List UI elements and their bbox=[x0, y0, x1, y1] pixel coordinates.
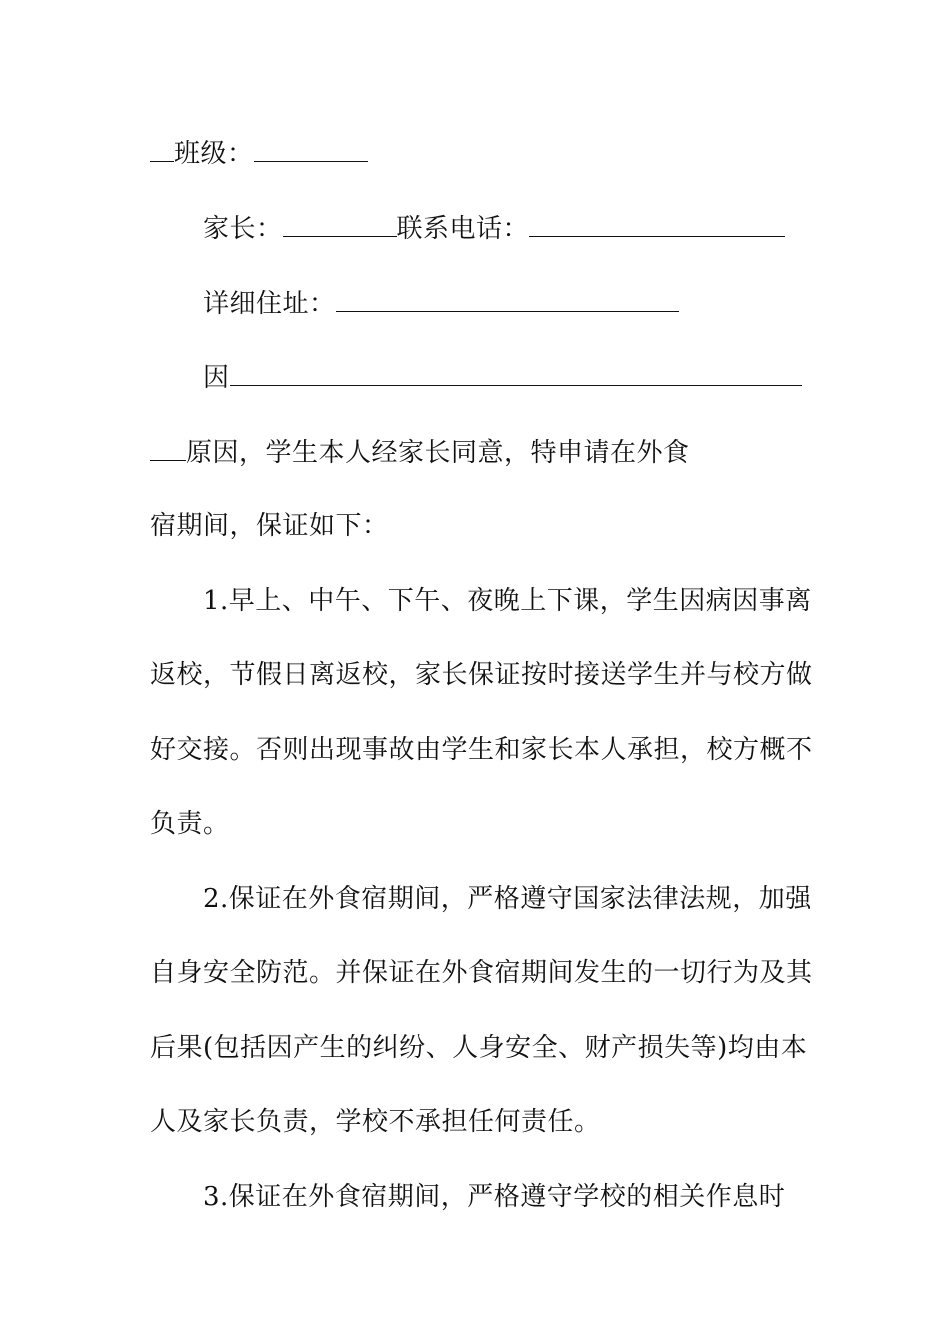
parent-label: 家长： bbox=[203, 214, 283, 244]
class-line bbox=[150, 133, 810, 174]
phone-label: 联系电话： bbox=[396, 214, 530, 244]
blank-prefix bbox=[150, 133, 174, 162]
paragraph-line: 宿期间，保证如下： bbox=[150, 511, 389, 541]
paragraph-line: 自身安全防范。并保证在外食宿期间发生的一切行为及其 bbox=[150, 958, 813, 988]
class-label: 班级： bbox=[174, 139, 254, 169]
reason-label: 因 bbox=[203, 363, 230, 393]
clause-3-line: 3.保证在外食宿期间，严格遵守学校的相关作息时 bbox=[203, 1182, 786, 1212]
clause-1-line: 1.早上、中午、下午、夜晚上下课，学生因病因事离 bbox=[203, 586, 812, 616]
address-label: 详细住址： bbox=[203, 289, 336, 319]
parent-blank bbox=[283, 208, 397, 237]
reason-blank-continued bbox=[150, 432, 186, 461]
paragraph-line: 人及家长负责，学校不承担任何责任。 bbox=[150, 1107, 601, 1137]
parent-line bbox=[203, 208, 813, 249]
reason-line bbox=[203, 357, 813, 398]
reason-blank bbox=[230, 357, 802, 386]
phone-blank bbox=[529, 208, 785, 237]
address-line bbox=[203, 283, 813, 324]
address-blank bbox=[336, 283, 679, 312]
class-blank bbox=[254, 133, 368, 162]
paragraph-line: 后果(包括因产生的纠纷、人身安全、财产损失等)均由本 bbox=[150, 1033, 808, 1063]
paragraph-text: 原因，学生本人经家长同意，特申请在外食 bbox=[186, 438, 690, 468]
paragraph-line: 负责。 bbox=[150, 809, 230, 839]
paragraph-line: 返校，节假日离返校，家长保证按时接送学生并与校方做 bbox=[150, 660, 813, 690]
clause-2-line: 2.保证在外食宿期间，严格遵守国家法律法规，加强 bbox=[203, 884, 812, 914]
paragraph-line: 好交接。否则出现事故由学生和家长本人承担，校方概不 bbox=[150, 735, 813, 765]
paragraph-line bbox=[150, 432, 810, 473]
